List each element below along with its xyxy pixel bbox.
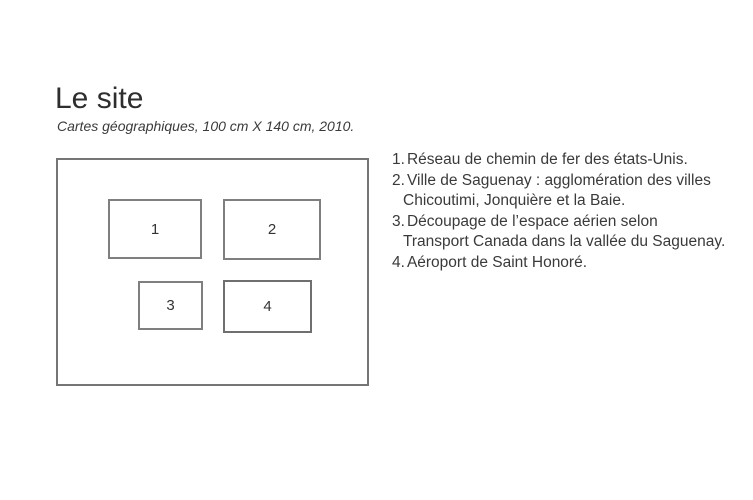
list-item-3-number: 3. <box>392 212 405 230</box>
map-panel-2 <box>223 199 321 260</box>
list-item-2-continuation <box>392 191 722 212</box>
legend-list <box>392 150 726 273</box>
artwork-caption: Cartes géographiques, 100 cm X 140 cm, 2010. <box>57 118 355 134</box>
map-panel-2-label: 2 <box>267 221 277 238</box>
map-panel-4-label: 4 <box>263 298 272 315</box>
artwork-frame <box>56 158 369 386</box>
list-item-4-number: 4. <box>392 253 405 271</box>
list-item-3 <box>392 212 722 233</box>
page-title: Le site <box>55 82 144 115</box>
list-item-1 <box>392 150 722 171</box>
list-item-3-text: Découpage de l’espace aérien selon <box>406 212 658 230</box>
list-item-4-text: Aéroport de Saint Honoré. <box>406 253 588 271</box>
map-panel-3 <box>138 281 203 330</box>
map-panel-4 <box>223 280 312 333</box>
list-item-2-number: 2. <box>392 171 405 189</box>
list-item-1-text: Réseau de chemin de fer des états-Unis. <box>406 151 688 168</box>
list-item-2-text: Ville de Saguenay : agglomération des villes <box>406 171 711 189</box>
list-item-2-text-line2: Chicoutimi, Jonquière et la Baie. <box>403 192 626 209</box>
map-panel-1 <box>108 199 202 259</box>
list-item-1-number: 1. <box>392 151 405 168</box>
list-item-3-continuation <box>392 232 726 253</box>
list-item-3-text-line2: Transport Canada dans la vallée du Saguenay. <box>403 233 726 250</box>
list-item-2 <box>392 171 722 192</box>
map-panel-1-label: 1 <box>150 220 160 238</box>
map-panel-3-label: 3 <box>166 297 175 314</box>
list-item-4 <box>392 253 722 274</box>
